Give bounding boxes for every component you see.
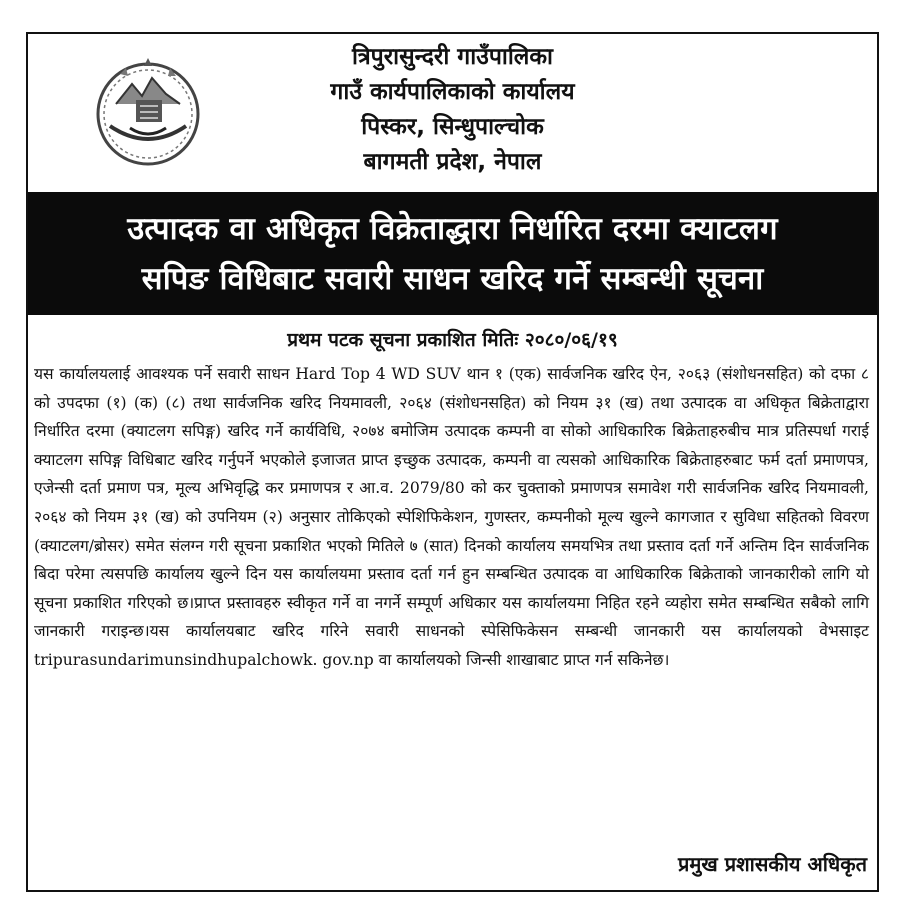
notice-frame: [26, 32, 879, 892]
publication-date: प्रथम पटक सूचना प्रकाशित मितिः २०८०/०६/१९: [287, 329, 618, 351]
notice-body: यस कार्यालयलाई आवश्यक पर्ने सवारी साधन Hard Top 4 WD SUV थान १ (एक) सार्वजनिक खरिद ऐन, २०६३ (संशोधनसहित) को दफा ८ को उपदफा (१) (क) (८) तथा सार्वजनिक खरिद नियमावली, २०६४ (संशोधनसहित) को नियम ३१ (ख) तथा उत्पादक वा अधिकृत बिक्रेताद्वारा निर्धारित दरमा (क्याटलग सपिङ्ग) खरिद गर्ने कार्यविधि, २०७४ बमोजिम उत्पादक कम्पनी वा सोको आधिकारिक बिक्रेताहरुबीच मात्र प्रतिस्पर्धा गराई क्याटलग सपिङ्ग विधिबाट खरिद गर्नुपर्ने भएकोले इजाजत प्राप्त इच्छुक उत्पादक, कम्पनी वा त्यसको आधिकारिक बिक्रेताहरुबाट फर्म दर्ता प्रमाणपत्र, एजेन्सी दर्ता प्रमाण पत्र, मूल्य अभिवृद्धि कर प्रमाणपत्र र आ.व. 2079/80 को कर चुक्ताको प्रमाणपत्र समावेश गरी सार्वजनिक खरिद नियमावली, २०६४ को नियम ३१ (ख) को उपनियम (२) अनुसार तोकिएको स्पेशिफिकेशन, गुणस्तर, कम्पनीको मूल्य खुल्ने कागजात र सुविधा सहितको विवरण (क्याटलग/ब्रोसर) समेत संलग्न गरी सूचना प्रकाशित भएको मितिले ७ (सात) दिनको कार्यालय समयभित्र तथा प्रस्ताव दर्ता गर्ने अन्तिम दिन सार्वजनिक बिदा परेमा त्यसपछि कार्यालय खुल्ने दिन यस कार्यालयमा प्रस्ताव दर्ता गर्न हुन सम्बन्धित उत्पादक वा आधिकारिक बिक्रेताको जानकारीको लागि यो सूचना प्रकाशित गरिएको छ।प्राप्त प्रस्तावहरु स्वीकृत गर्ने वा नगर्ने सम्पूर्ण अधिकार यस कार्यालयमा निहित रहने व्यहोरा समेत सम्बन्धित सबैको लागि जानकारी गराइन्छ।यस कार्यालयबाट खरिद गरिने सवारी साधनको स्पेसिफिकेसन सम्बन्धी जानकारी यस कार्यालयको वेभसाइट tripurasundarimunsindhupalchowk. gov.np वा कार्यालयको जिन्सी शाखाबाट प्राप्त गर्न सकिनेछ।: [34, 365, 870, 669]
office-name: गाउँ कार्यपालिकाको कार्यालय: [330, 79, 575, 105]
notice-title-banner: [28, 192, 877, 315]
notice-title-line-1: उत्पादक वा अधिकृत विक्रेताद्धारा निर्धारित दरमा क्याटलग: [127, 210, 778, 247]
municipality-name: त्रिपुरासुन्दरी गाउँपालिका: [351, 44, 554, 70]
signatory-title: प्रमुख प्रशासकीय अधिकृत: [678, 852, 867, 876]
notice-title-line-2: सपिङ विधिबाट सवारी साधन खरिद गर्ने सम्बन्धी सूचना: [141, 260, 764, 297]
office-header: [28, 34, 877, 190]
office-address: पिस्कर, सिन्धुपाल्चोक: [361, 114, 544, 140]
province-country: बागमती प्रदेश, नेपाल: [363, 149, 542, 175]
